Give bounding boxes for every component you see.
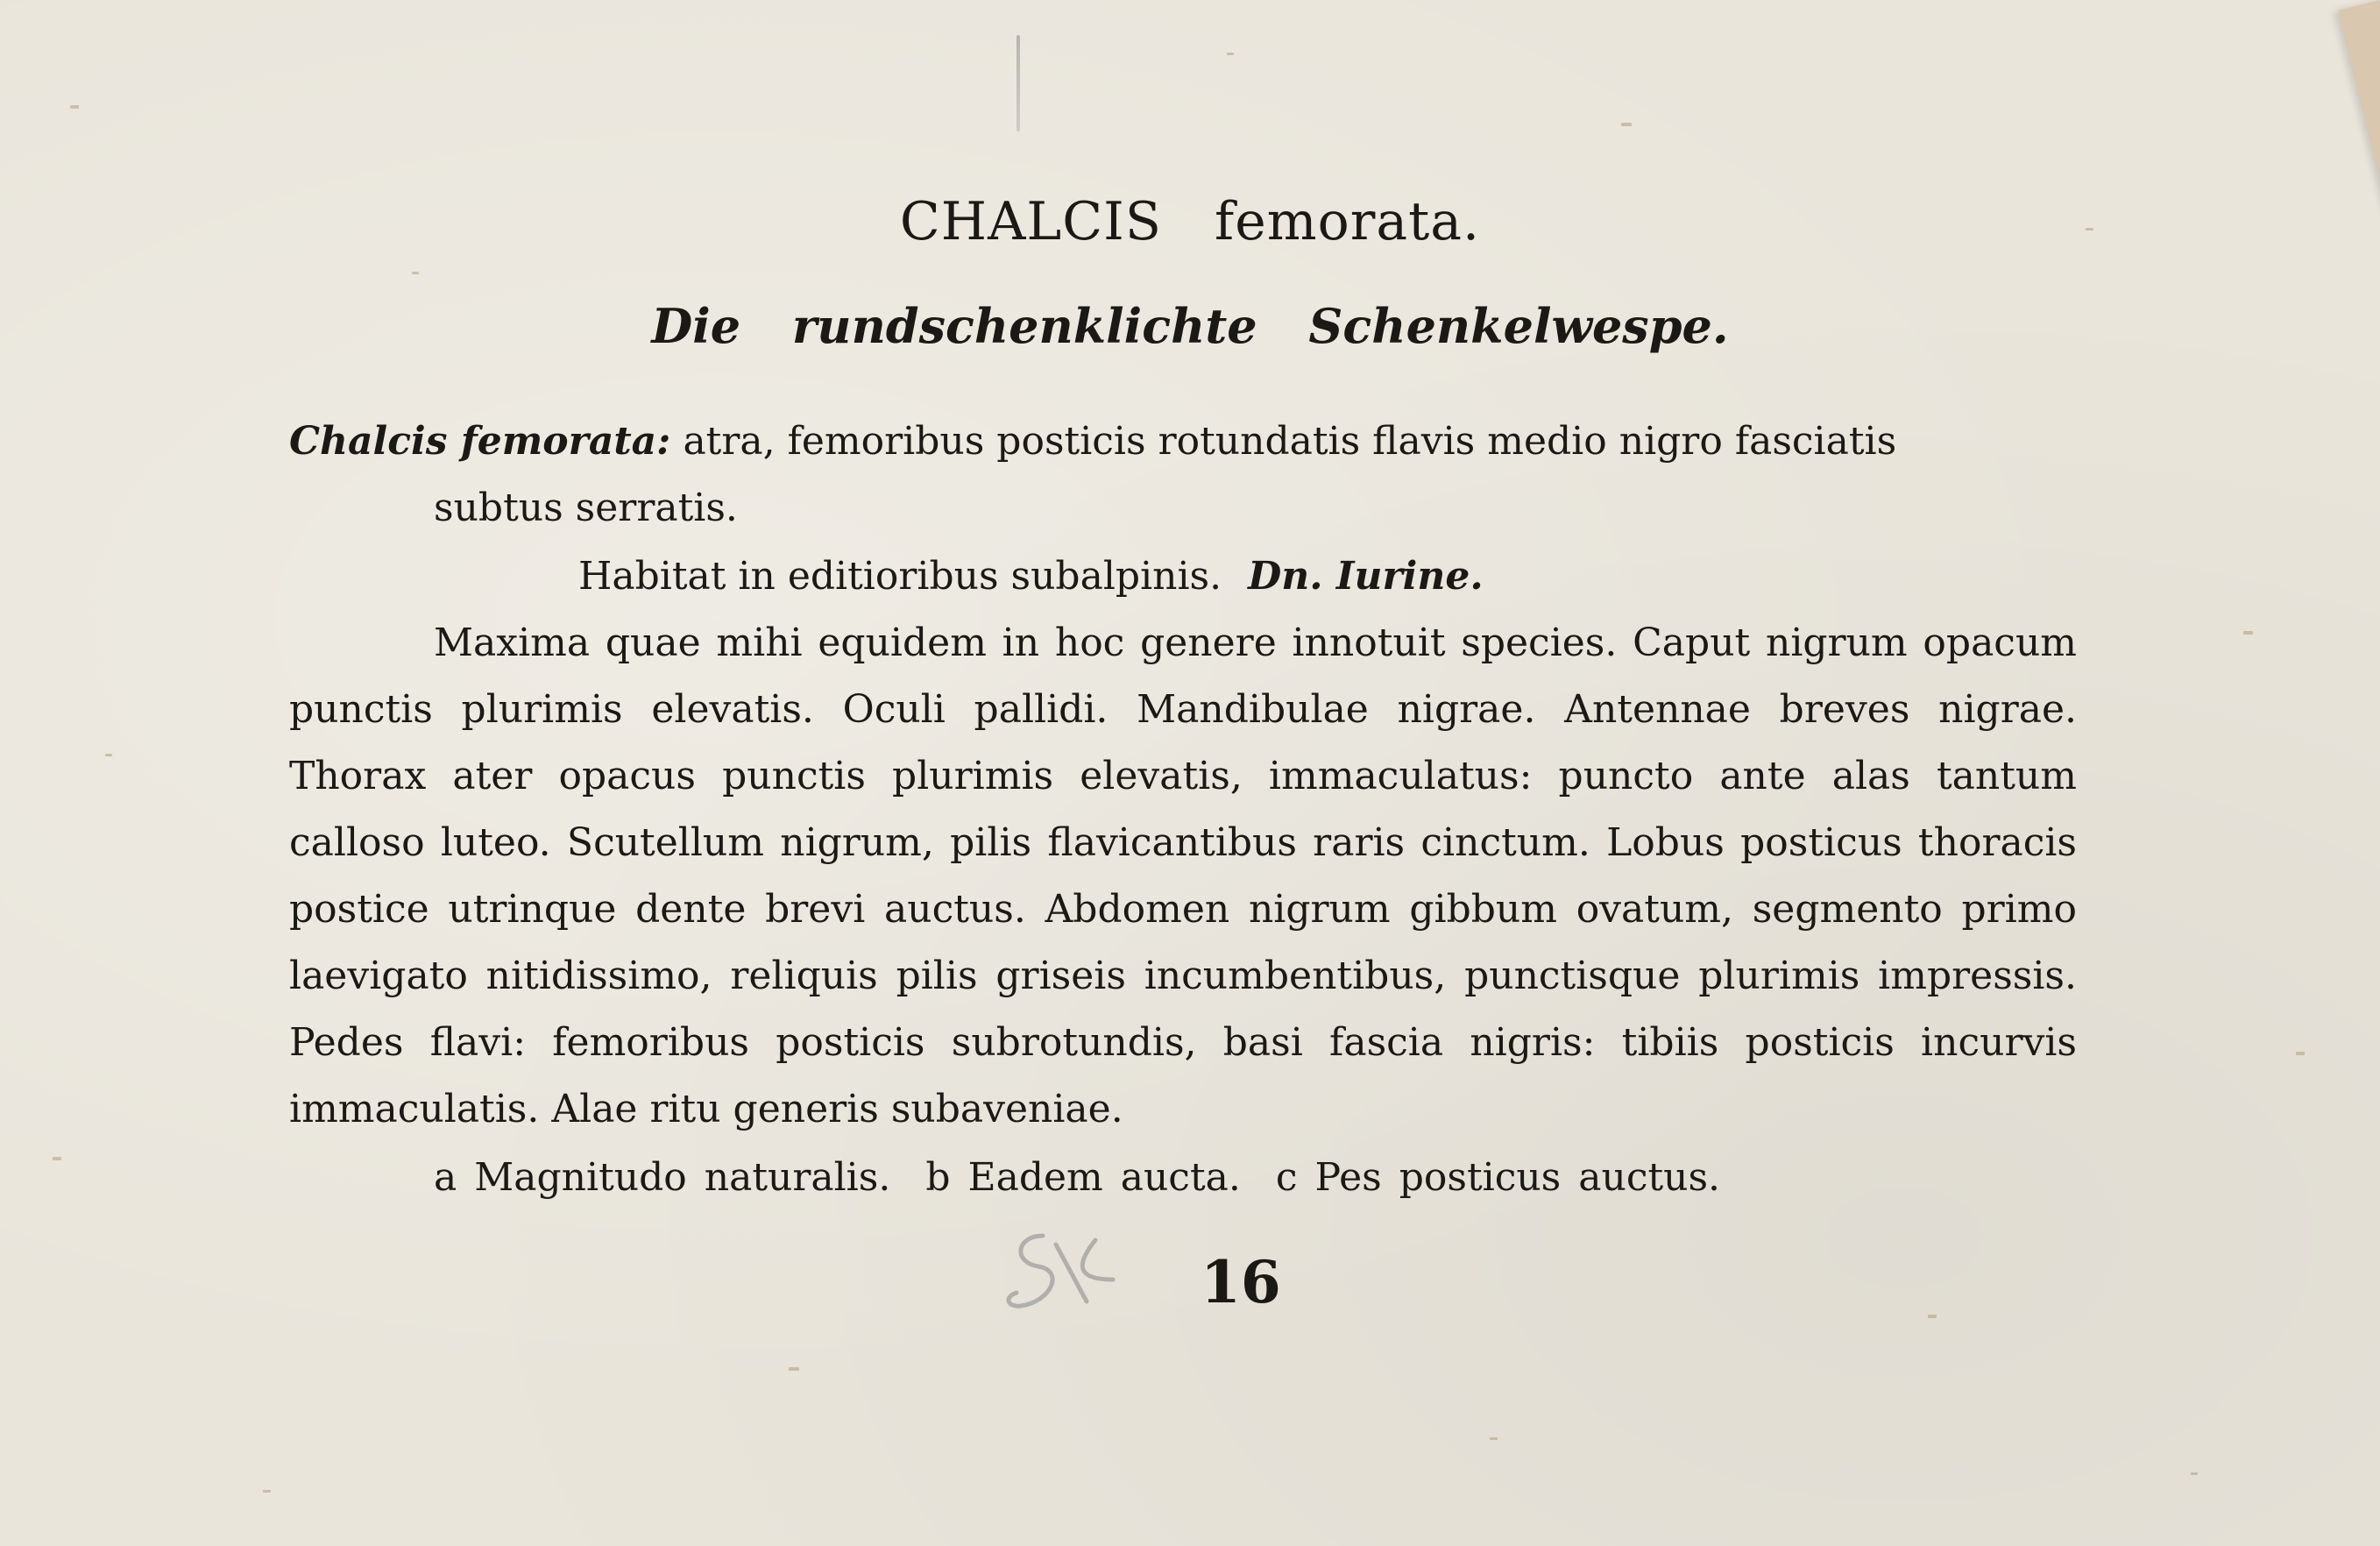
paper-fleck bbox=[789, 1367, 799, 1371]
page-number: 16 bbox=[1201, 1248, 1281, 1316]
paper-fleck bbox=[105, 754, 112, 756]
description-paragraph: Maxima quae mihi equidem in hoc genere innotuit species. Caput nigrum opacum punctis plurimis elevatis. Oculi pallidi. Mandibulae nigrae. Antennae breves nigrae. Thorax ater opacus punctis plurimis elevatis, immaculatus: puncto ante alas tantum calloso luteo. Scutellum nigrum, pilis flavicantibus raris cinctum. Lobus posticus thoracis postice utrinque dente brevi auctus. Abdomen nigrum gibbum ovatum, segmento primo laevigato nitidissimo, reliquis pilis griseis incumbentibus, punctisque plurimis impressis. Pedes flavi: femoribus posticis subrotundis, basi fascia nigris: tibiis posticis incurvis immaculatis. Alae ritu generis subaveniae. bbox=[289, 621, 2077, 1131]
diagnosis-line-1: atra, femoribus posticis rotundatis flavis medio nigro fasciatis bbox=[683, 419, 1897, 464]
german-name: Die rundschenklichte Schenkelwespe. bbox=[651, 298, 1729, 354]
paper-fleck bbox=[2296, 1052, 2305, 1055]
figure-legend bbox=[289, 1145, 2077, 1211]
species-title bbox=[0, 191, 2380, 252]
diagnosis-lead: Chalcis femorata: bbox=[289, 419, 671, 464]
habitat-line bbox=[289, 543, 2077, 610]
paper-fleck bbox=[263, 1490, 271, 1493]
paper-fleck bbox=[70, 105, 79, 109]
paper-fleck bbox=[1621, 123, 1632, 126]
diagnosis-paragraph bbox=[289, 408, 2077, 542]
pencil-mark bbox=[1016, 35, 1020, 131]
habitat-text: Habitat in editioribus subalpinis. bbox=[578, 554, 1222, 599]
diagnosis-line-2: subtus serratis. bbox=[434, 486, 738, 530]
habitat-authority: Dn. Iurine. bbox=[1248, 554, 1484, 599]
paper-fleck bbox=[1227, 53, 1234, 55]
paper-fleck bbox=[2243, 631, 2253, 635]
genus-name: CHALCIS bbox=[899, 191, 1162, 252]
pencil-signature bbox=[990, 1218, 1130, 1323]
paper-fleck bbox=[1490, 1437, 1498, 1440]
paper-fleck bbox=[412, 272, 419, 274]
species-name: femorata. bbox=[1214, 191, 1481, 252]
figure-legend-c: c Pes posticus auctus. bbox=[1275, 1155, 1721, 1200]
paper-fleck bbox=[2191, 1472, 2198, 1475]
paper-fleck bbox=[1928, 1315, 1937, 1318]
figure-legend-a: a Magnitudo naturalis. bbox=[434, 1155, 891, 1200]
paper-fleck bbox=[53, 1157, 61, 1160]
figure-legend-b: b Eadem aucta. bbox=[925, 1155, 1241, 1200]
